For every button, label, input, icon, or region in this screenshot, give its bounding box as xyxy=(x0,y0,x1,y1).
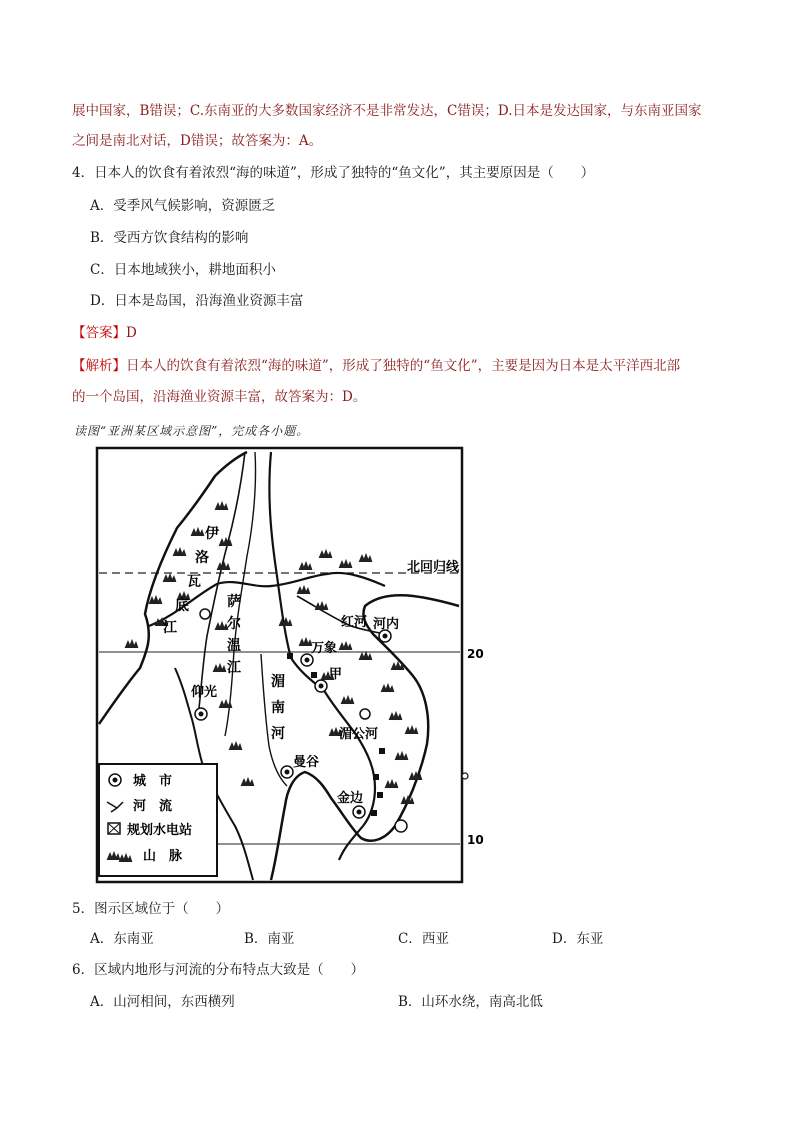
jia-label: 甲 xyxy=(329,667,343,682)
asia-region-map xyxy=(95,446,484,884)
q4-option-a: A．受季风气候影响，资源匮乏 xyxy=(90,198,276,214)
carryover-line-1: 展中国家，B错误；C.东南亚的大多数国家经济不是非常发达，C错误；D.日本是发达国家，与东南亚国家 xyxy=(72,103,702,119)
chao-phraya-char-2: 南 xyxy=(271,700,285,716)
irrawaddy-char-4: 底 xyxy=(175,598,189,614)
yangon-label: 仰光 xyxy=(191,685,218,700)
q4-option-d: D．日本是岛国，沿海渔业资源丰富 xyxy=(90,293,304,309)
legend-hydro: 规划水电站 xyxy=(127,823,193,838)
answer-value: D xyxy=(126,325,137,341)
map-caption: 读图“亚洲某区域示意图”，完成各小题。 xyxy=(74,424,310,438)
carryover-line-2: 之间是南北对话，D错误；故答案为：A。 xyxy=(72,133,323,149)
salween-char-1: 萨 xyxy=(227,594,241,610)
city-marker-hcmc xyxy=(395,820,407,832)
legend-mountain: 山 脉 xyxy=(143,849,183,864)
analysis-tag: 【解析】 xyxy=(72,358,126,374)
analysis-text-2: 的一个岛国，沿海渔业资源丰富，故答案为：D。 xyxy=(72,389,367,405)
q6-option-b: B．山环水绕，南高北低 xyxy=(398,994,543,1010)
phnom-penh-label: 金边 xyxy=(337,791,364,806)
irrawaddy-char-5: 江 xyxy=(163,620,177,636)
map-legend xyxy=(99,764,217,876)
lat-10-label: 10 xyxy=(467,833,484,847)
answer-tag: 【答案】 xyxy=(72,325,126,341)
mekong-label: 湄公河 xyxy=(339,727,379,742)
irrawaddy-char-3: 瓦 xyxy=(187,574,201,590)
q4-option-b: B．受西方饮食结构的影响 xyxy=(90,230,249,246)
lat-20-label: 20 xyxy=(467,647,484,661)
red-river-label: 红河 xyxy=(341,615,368,630)
q4-option-c: C．日本地域狭小，耕地面积小 xyxy=(90,262,276,278)
city-marker-hue xyxy=(360,709,370,719)
q6-stem: 6．区域内地形与河流的分布特点大致是（ ） xyxy=(72,962,365,978)
q4-answer xyxy=(72,323,137,343)
irrawaddy-char-1: 伊 xyxy=(205,526,219,542)
bangkok-label: 曼谷 xyxy=(293,755,320,770)
q5-option-a: A．东南亚 xyxy=(90,931,154,947)
q5-option-d: D．东亚 xyxy=(552,931,604,947)
q5-option-b: B．南亚 xyxy=(244,931,295,947)
salween-char-3: 温 xyxy=(227,638,241,654)
legend-city: 城 市 xyxy=(133,774,173,789)
chao-phraya-char-1: 湄 xyxy=(271,674,285,690)
analysis-text-1: 日本人的饮食有着浓烈“海的味道”，形成了独特的“鱼文化”，主要是因为日本是太平洋西北部 xyxy=(126,358,681,374)
q4-analysis xyxy=(72,356,680,376)
chao-phraya-char-3: 河 xyxy=(271,726,285,742)
q5-stem: 5．图示区域位于（ ） xyxy=(72,901,230,917)
vientiane-label: 万象 xyxy=(311,641,338,656)
island-marker xyxy=(462,773,468,779)
hanoi-label: 河内 xyxy=(373,617,400,632)
salween-char-4: 江 xyxy=(227,660,241,676)
salween-char-2: 尔 xyxy=(227,616,241,632)
city-marker-mandalay xyxy=(200,609,210,619)
legend-river: 河 流 xyxy=(133,799,173,814)
q4-stem: 4．日本人的饮食有着浓烈“海的味道”，形成了独特的“鱼文化”，其主要原因是（ ） xyxy=(72,165,595,181)
q5-option-c: C．西亚 xyxy=(398,931,449,947)
tropic-label: 北回归线 xyxy=(407,560,460,575)
irrawaddy-char-2: 洛 xyxy=(195,550,209,566)
q6-option-a: A．山河相间，东西横列 xyxy=(90,994,235,1010)
